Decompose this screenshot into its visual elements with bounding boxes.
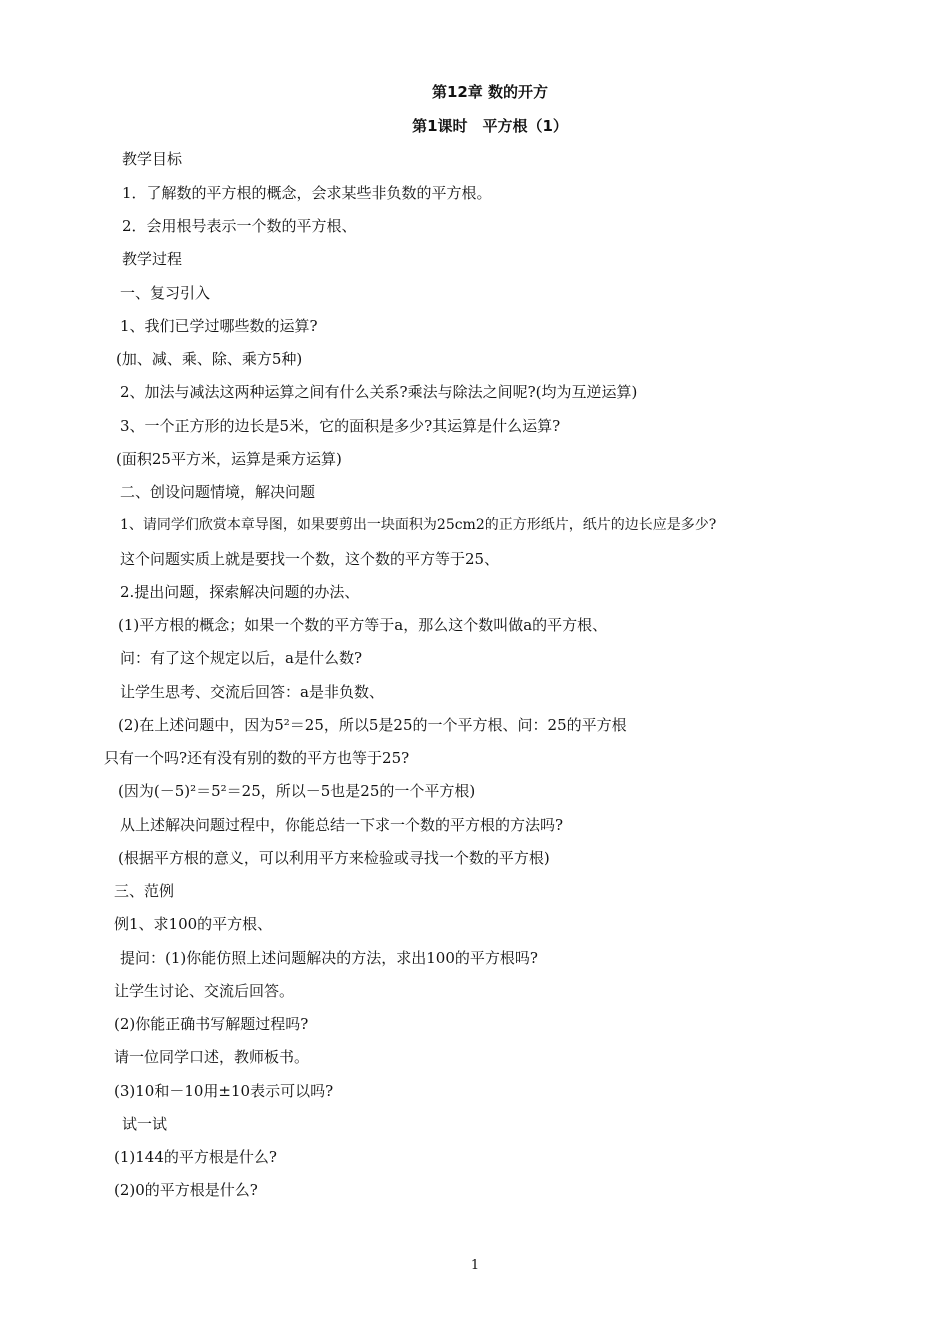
page-number: 1 — [470, 1258, 480, 1273]
text-line: 2．会用根号表示一个数的平方根、 — [122, 217, 357, 235]
text-line: 提问：(1)你能仿照上述问题解决的方法，求出100的平方根吗? — [120, 949, 538, 967]
text-line: 教学过程 — [122, 250, 183, 268]
text-line: 1、请同学们欣赏本章导图，如果要剪出一块面积为25cm2的正方形纸片，纸片的边长应是多少? — [120, 517, 717, 533]
text-line: (2)在上述问题中，因为5²＝25，所以5是25的一个平方根、问：25的平方根 — [118, 716, 627, 734]
text-line: 1、我们已学过哪些数的运算? — [120, 317, 318, 335]
text-line: 2、加法与减法这两种运算之间有什么关系?乘法与除法之间呢?(均为互逆运算) — [120, 383, 638, 401]
text-line: 试一试 — [122, 1115, 168, 1133]
text-line: (1)平方根的概念；如果一个数的平方等于a，那么这个数叫做a的平方根、 — [118, 616, 608, 634]
text-line: 一、复习引入 — [120, 284, 211, 302]
text-line: 这个问题实质上就是要找一个数，这个数的平方等于25、 — [120, 550, 500, 568]
text-line: (3)10和－10用±10表示可以吗? — [114, 1082, 334, 1100]
chapter-title: 第12章 数的开方 — [431, 83, 549, 101]
text-line: 请一位同学口述，教师板书。 — [114, 1048, 310, 1066]
text-line: 教学目标 — [122, 150, 183, 168]
text-line: 3、一个正方形的边长是5米，它的面积是多少?其运算是什么运算? — [120, 417, 561, 435]
text-line: 让学生思考、交流后回答：a是非负数、 — [120, 683, 384, 701]
text-line: (2)0的平方根是什么? — [114, 1181, 258, 1199]
text-line: 让学生讨论、交流后回答。 — [114, 982, 295, 1000]
text-line: (2)你能正确书写解题过程吗? — [114, 1015, 309, 1033]
text-line: 只有一个吗?还有没有别的数的平方也等于25? — [104, 749, 410, 767]
text-line: (根据平方根的意义，可以利用平方来检验或寻找一个数的平方根) — [118, 849, 550, 867]
lesson-title: 第1课时 平方根（1） — [412, 117, 568, 135]
text-line: (因为(－5)²＝5²＝25，所以－5也是25的一个平方根) — [118, 782, 476, 800]
text-line: (1)144的平方根是什么? — [114, 1148, 277, 1166]
text-line: 例1、求100的平方根、 — [114, 915, 273, 933]
text-line: (面积25平方米，运算是乘方运算) — [116, 450, 342, 468]
text-line: 问：有了这个规定以后，a是什么数? — [120, 649, 362, 667]
text-line: (加、减、乘、除、乘方5种) — [116, 350, 303, 368]
text-line: 三、范例 — [114, 882, 175, 900]
text-line: 从上述解决问题过程中，你能总结一下求一个数的平方根的方法吗? — [120, 816, 564, 834]
text-line: 二、创设问题情境，解决问题 — [120, 483, 316, 501]
text-line: 1．了解数的平方根的概念，会求某些非负数的平方根。 — [122, 184, 492, 202]
text-line: 2.提出问题，探索解决问题的办法、 — [120, 583, 360, 601]
